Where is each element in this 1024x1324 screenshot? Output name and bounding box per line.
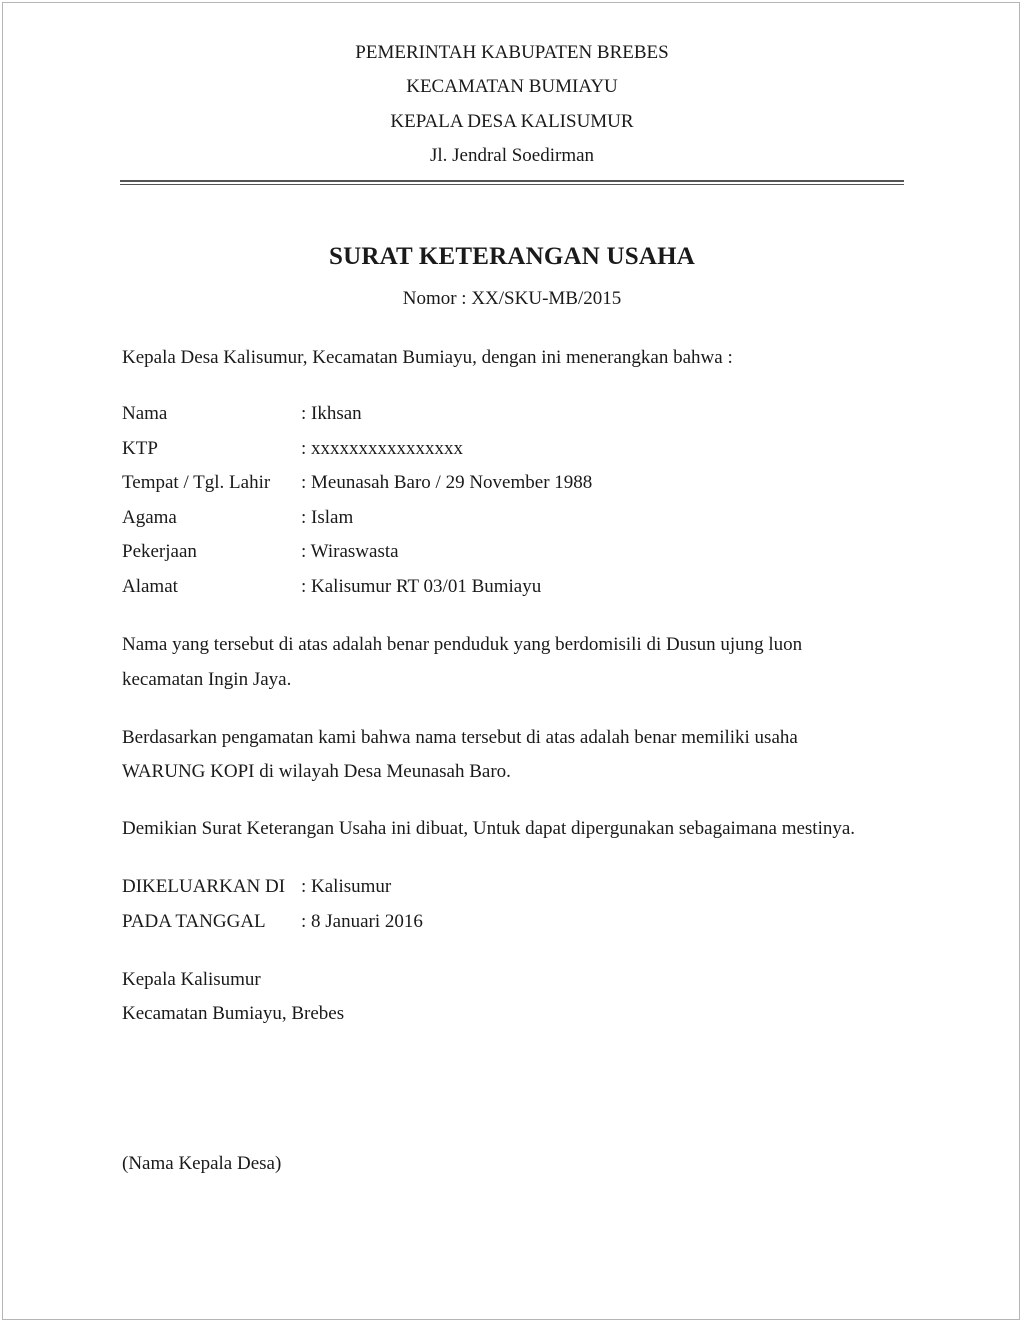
field-value-ktp: : xxxxxxxxxxxxxxxx: [301, 438, 464, 459]
field-value-birth: : Meunasah Baro / 29 November 1988: [301, 472, 593, 493]
header-village-head: KEPALA DESA KALISUMUR: [390, 111, 634, 132]
issued-date-label: PADA TANGGAL: [122, 911, 266, 932]
field-label-ktp: KTP: [122, 438, 158, 459]
header-rule-thick: [120, 180, 904, 182]
field-value-alamat: : Kalisumur RT 03/01 Bumiayu: [301, 576, 542, 597]
issued-place-label: DIKELUARKAN DI: [122, 876, 286, 897]
document-title: SURAT KETERANGAN USAHA: [328, 243, 696, 270]
issued-place-value: : Kalisumur: [301, 876, 392, 897]
paragraph-business-line2: WARUNG KOPI di wilayah Desa Meunasah Baro.: [122, 761, 511, 782]
field-label-birth: Tempat / Tgl. Lahir: [122, 472, 271, 493]
field-label-alamat: Alamat: [122, 576, 178, 597]
field-value-pekerjaan: : Wiraswasta: [301, 541, 399, 562]
paragraph-residency-line1: Nama yang tersebut di atas adalah benar penduduk yang berdomisili di Dusun ujung luon: [122, 634, 803, 655]
signature-title: Kepala Kalisumur: [122, 969, 261, 990]
header-district: KECAMATAN BUMIAYU: [406, 76, 618, 97]
paragraph-business-line1: Berdasarkan pengamatan kami bahwa nama tersebut di atas adalah benar memiliki usaha: [122, 727, 798, 748]
document-number: Nomor : XX/SKU-MB/2015: [402, 288, 622, 309]
signature-name: (Nama Kepala Desa): [122, 1153, 282, 1174]
paragraph-closing: Demikian Surat Keterangan Usaha ini dibuat, Untuk dapat dipergunakan sebagaimana mestinya.: [122, 818, 856, 839]
field-value-agama: : Islam: [301, 507, 354, 528]
intro-text: Kepala Desa Kalisumur, Kecamatan Bumiayu, dengan ini menerangkan bahwa :: [122, 347, 733, 368]
field-label-nama: Nama: [122, 403, 168, 424]
header-government: PEMERINTAH KABUPATEN BREBES: [355, 42, 669, 63]
signature-office: Kecamatan Bumiayu, Brebes: [122, 1003, 345, 1024]
field-label-pekerjaan: Pekerjaan: [122, 541, 197, 562]
header-rule-thin: [120, 184, 904, 185]
issued-date-value: : 8 Januari 2016: [301, 911, 423, 932]
field-label-agama: Agama: [122, 507, 177, 528]
field-value-nama: : Ikhsan: [301, 403, 362, 424]
header-address: Jl. Jendral Soedirman: [429, 145, 595, 166]
paragraph-residency-line2: kecamatan Ingin Jaya.: [122, 669, 292, 690]
document-page: [2, 2, 1020, 1320]
